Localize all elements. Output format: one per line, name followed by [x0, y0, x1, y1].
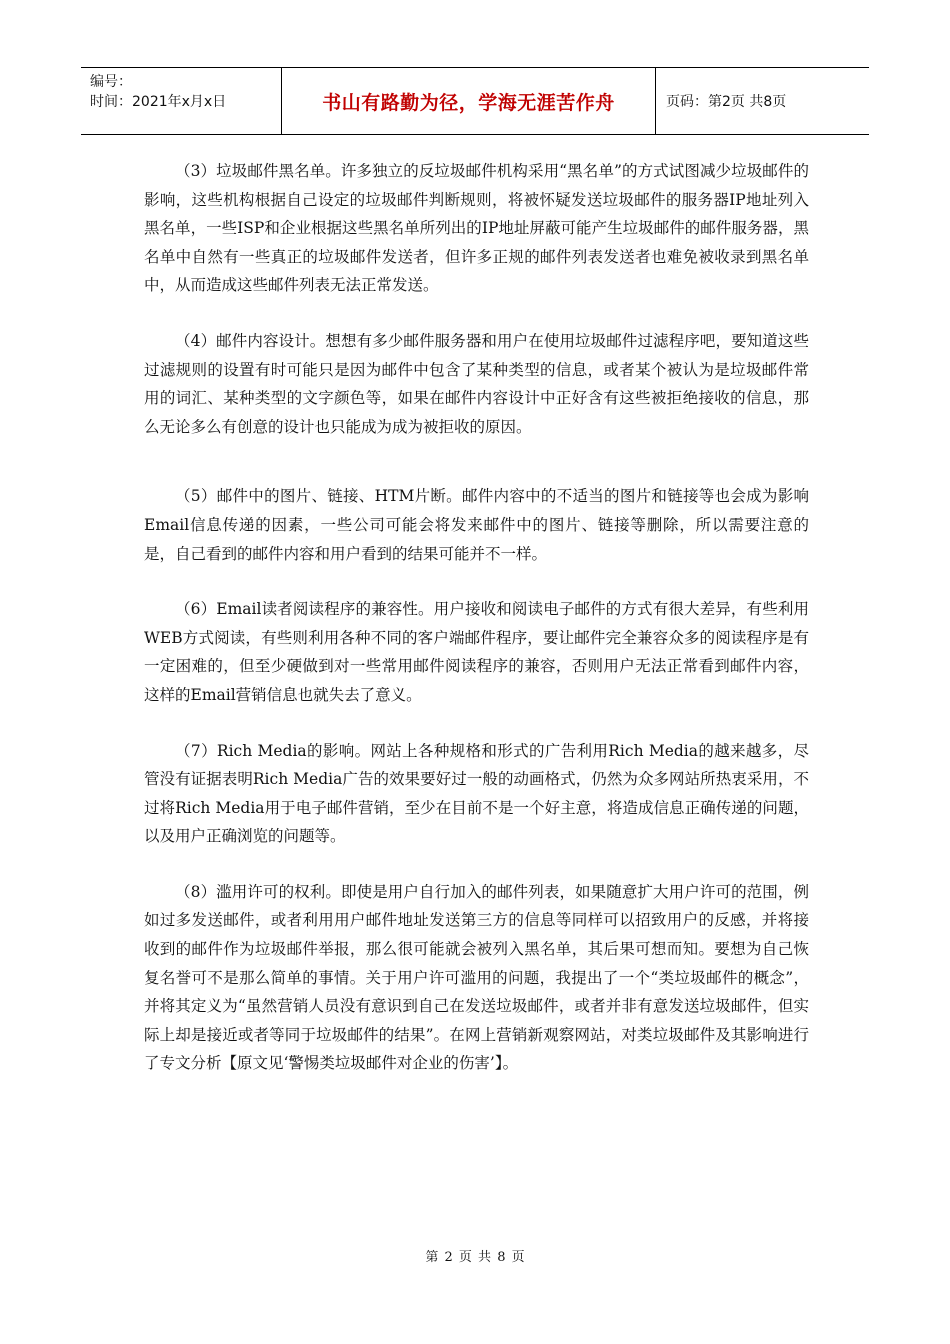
paragraph-4: （4）邮件内容设计。想想有多少邮件服务器和用户在使用垃圾邮件过滤程序吧，要知道这些过滤规则的设置有时可能只是因为邮件中包含了某种类型的信息，或者某个被认为是垃圾邮件常用的词汇、某种类型的文字颜色等，如果在邮件内容设计中正好含有这些被拒绝接收的信息，那么无论多么有创意的设计也只能成为成为被拒收的原因。 — [144, 331, 809, 436]
header-page-number: 页码：第2页 共8页 — [666, 94, 787, 110]
doc-time-label: 时间：2021年x月x日 — [90, 94, 227, 110]
header-motto: 书山有路勤为径，学海无涯苦作舟 — [282, 68, 656, 134]
paragraph-3: （3）垃圾邮件黑名单。许多独立的反垃圾邮件机构采用“黑名单”的方式试图减少垃圾邮件的影响，这些机构根据自己设定的垃圾邮件判断规则，将被怀疑发送垃圾邮件的服务器IP地址列入黑名单，一些ISP和企业根据这些黑名单所列出的IP地址屏蔽可能产生垃圾邮件的邮件服务器，黑名单中自然有一些真正的垃圾邮件发送者，但许多正规的邮件列表发送者也难免被收录到黑名单中，从而造成这些邮件列表无法正常发送。 — [144, 162, 809, 295]
paragraph-5: （5）邮件中的图片、链接、HTM片断。邮件内容中的不适当的图片和链接等也会成为影响Email信息传递的因素，一些公司可能会将发来邮件中的图片、链接等删除，所以需要注意的是，自己看到的邮件内容和用户看到的结果可能并不一样。 — [144, 487, 809, 563]
paragraph-7: （7）Rich Media的影响。网站上各种规格和形式的广告利用Rich Media的越来越多，尽管没有证据表明Rich Media广告的效果要好过一般的动画格式，仍然为众多网站所热衷采用，不过将Rich Media用于电子邮件营销，至少在目前不是一个好主意，将造成信息正确传递的问题，以及用户正确浏览的问题等。 — [144, 741, 809, 846]
paragraph-6: （6）Email读者阅读程序的兼容性。用户接收和阅读电子邮件的方式有很大差异，有些利用WEB方式阅读，有些则利用各种不同的客户端邮件程序，要让邮件完全兼容众多的阅读程序是有一定困难的，但至少硬做到对一些常用邮件阅读程序的兼容，否则用户无法正常看到邮件内容，这样的Email营销信息也就失去了意义。 — [144, 600, 809, 704]
page-footer: 第 2 页 共 8 页 — [425, 1250, 525, 1265]
paragraph-8: （8）滥用许可的权利。即使是用户自行加入的邮件列表，如果随意扩大用户许可的范围，例如过多发送邮件，或者利用用户邮件地址发送第三方的信息等同样可以招致用户的反感，并将接收到的邮件作为垃圾邮件举报，那么很可能就会被列入黑名单，其后果可想而知。要想为自己恢复名誉可不是那么简单的事情。关于用户许可滥用的问题，我提出了一个“类垃圾邮件的概念”，并将其定义为“虽然营销人员没有意识到自己在发送垃圾邮件，或者并非有意发送垃圾邮件，但实际上却是接近或者等同于垃圾邮件的结果”。在网上营销新观察网站，对类垃圾邮件及其影响进行了专文分析【原文见‘警惕类垃圾邮件对企业的伤害’】。 — [144, 882, 809, 1073]
doc-code-label: 编号： — [90, 74, 132, 90]
page-header — [81, 67, 869, 135]
header-meta — [81, 68, 282, 134]
document-body — [144, 157, 809, 1078]
